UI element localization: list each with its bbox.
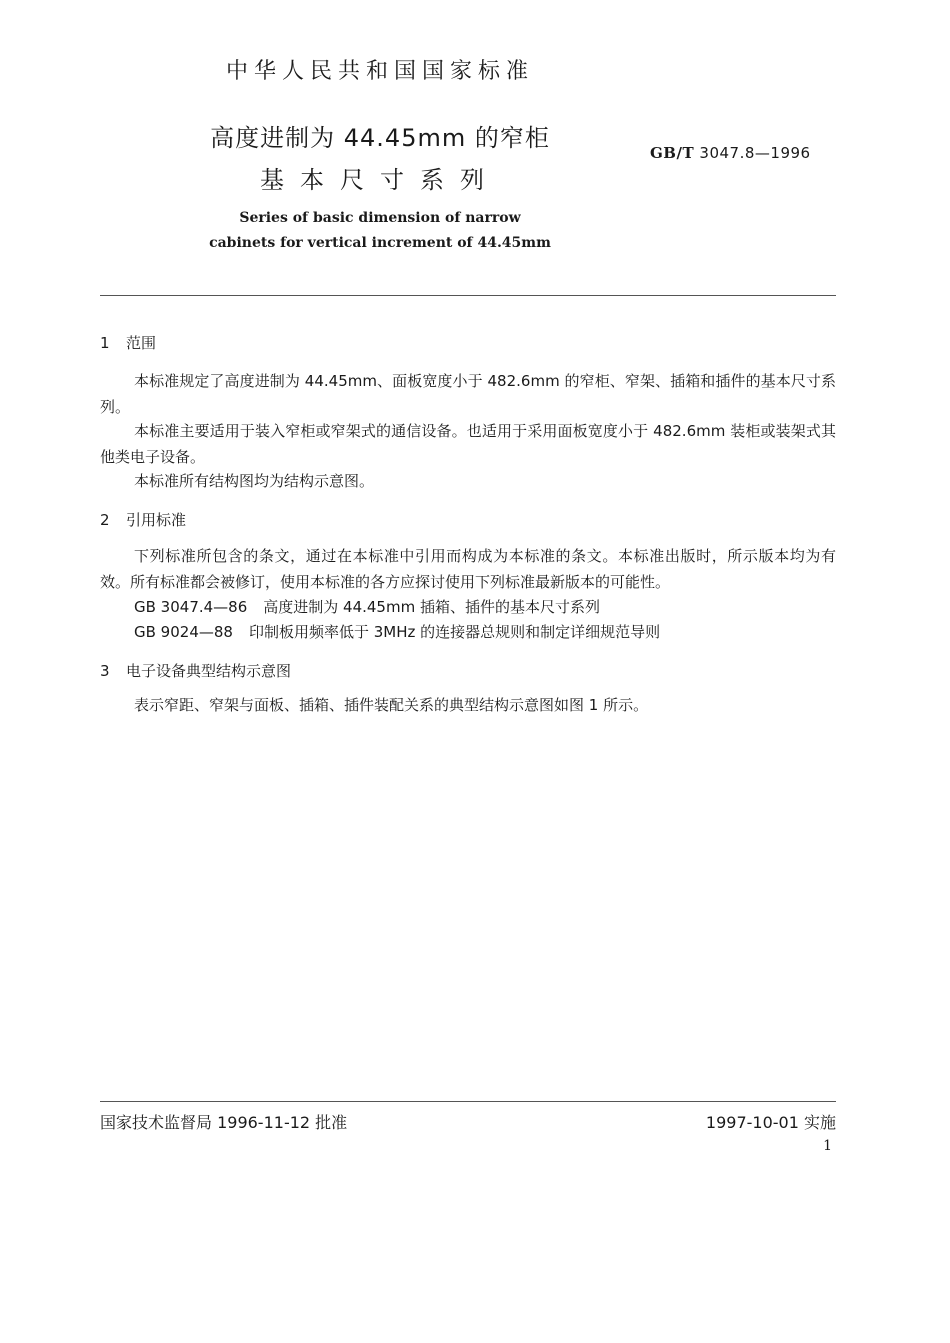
standard-title-cn: 高度进制为 44.45mm 的窄柜: [210, 124, 550, 152]
section-heading-typical-structure: [100, 660, 291, 681]
paragraph: 下列标准所包含的条文，通过在本标准中引用而构成为本标准的条文。本标准出版时，所示版本均为有效。所有标准都会被修订，使用本标准的各方应探讨使用下列标准最新版本的可能性。: [100, 547, 836, 591]
reference-code: GB 9024—88: [134, 623, 233, 641]
standard-code-prefix: GB/T: [650, 144, 695, 162]
paragraph: 表示窄距、窄架与面板、插箱、插件装配关系的典型结构示意图如图 1 所示。: [134, 696, 649, 714]
reference-title: 高度进制为 44.45mm 插箱、插件的基本尺寸系列: [263, 598, 600, 616]
paragraph: 本标准所有结构图均为结构示意图。: [134, 472, 375, 490]
standard-title-en-line2: cabinets for vertical increment of 44.45mm: [209, 235, 551, 251]
standard-code-number: 3047.8—1996: [699, 144, 811, 162]
header-divider: [100, 295, 836, 296]
section-heading-normative-references: [100, 509, 186, 530]
section-heading-scope: [100, 332, 156, 353]
effective-date: 1997-10-01 实施: [705, 1113, 836, 1132]
paragraph: 本标准主要适用于装入窄柜或窄架式的通信设备。也适用于采用面板宽度小于 482.6mm 装柜或装架式其他类电子设备。: [100, 422, 836, 466]
page-number: 1: [823, 1138, 832, 1154]
section-title: 范围: [126, 334, 157, 352]
section-title: 电子设备典型结构示意图: [126, 662, 292, 680]
reference-title: 印制板用频率低于 3MHz 的连接器总规则和制定详细规范导则: [248, 623, 661, 641]
reference-item: [134, 596, 600, 617]
reference-item: [134, 621, 660, 642]
standard-code: [650, 144, 811, 162]
reference-code: GB 3047.4—86: [134, 598, 248, 616]
approval-date: 国家技术监督局 1996-11-12 批准: [100, 1113, 348, 1132]
section-number: 2: [100, 511, 110, 529]
standard-title-en: Series of basic dimension of narrow: [239, 210, 521, 226]
section-number: 1: [100, 334, 110, 352]
footer-divider: [100, 1101, 836, 1102]
section-title: 引用标准: [126, 511, 187, 529]
section-number: 3: [100, 662, 110, 680]
issuing-organization: 中华人民共和国国家标准: [225, 59, 534, 84]
paragraph: 本标准规定了高度进制为 44.45mm、面板宽度小于 482.6mm 的窄柜、窄架、插箱和插件的基本尺寸系列。: [100, 372, 836, 416]
standard-title-cn-line2: 基本尺寸系列: [260, 166, 500, 194]
